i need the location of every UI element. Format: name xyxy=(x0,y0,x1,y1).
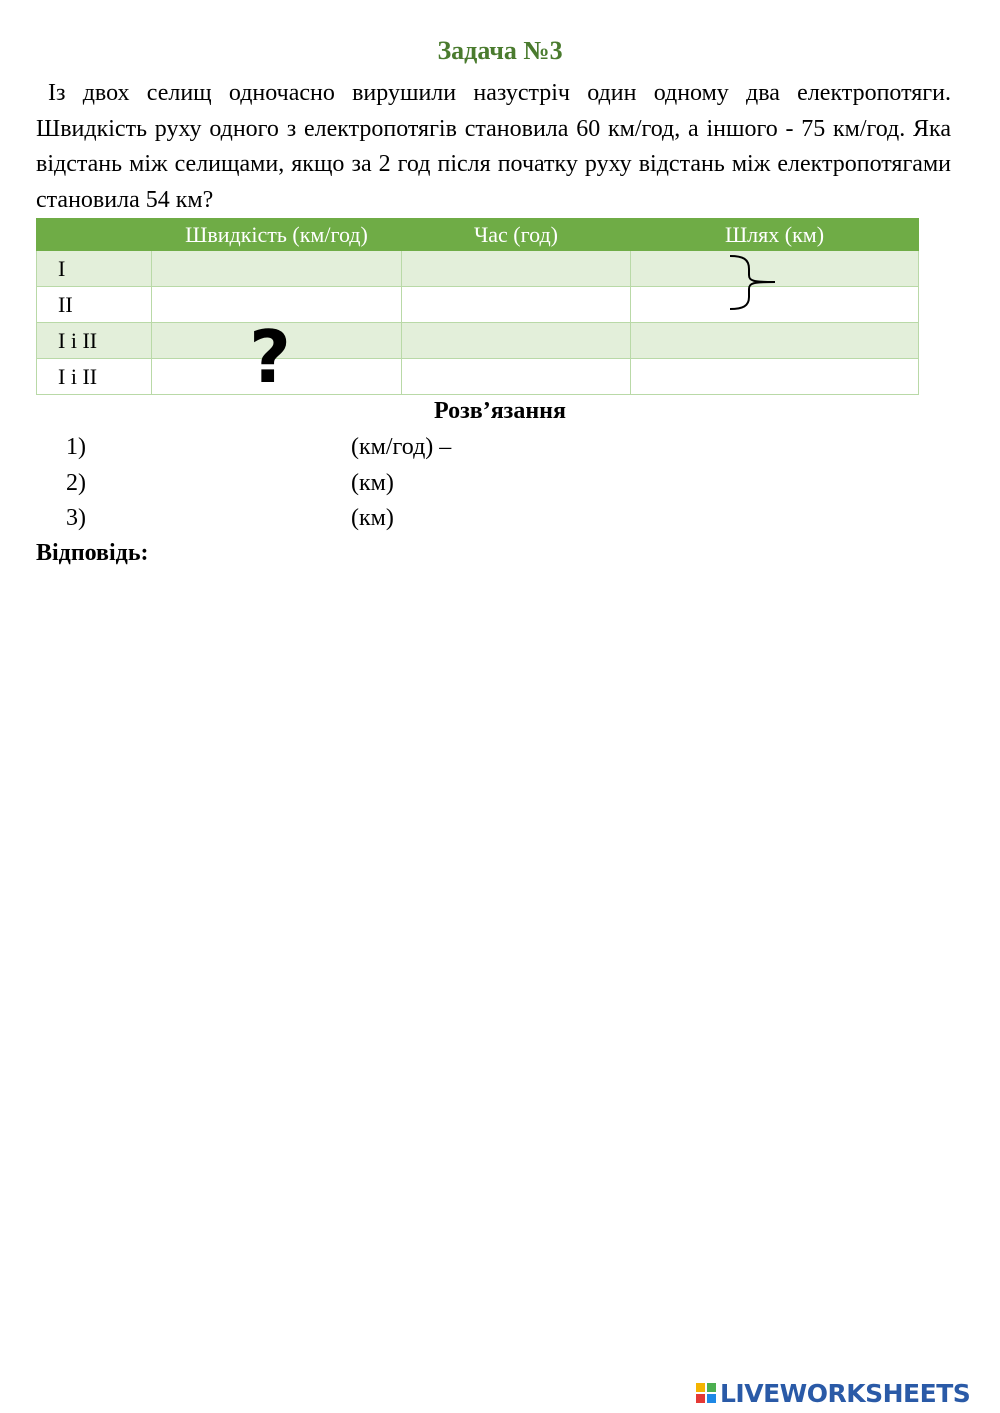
question-mark-text: ? xyxy=(249,325,291,387)
solution-title: Розв’язання xyxy=(434,398,566,424)
step-unit: (км/год) – xyxy=(351,434,452,460)
time-cell[interactable] xyxy=(402,251,631,287)
table-row xyxy=(37,323,919,359)
speed-cell[interactable] xyxy=(152,287,402,323)
header-speed: Швидкість (км/год) xyxy=(152,219,402,251)
data-table xyxy=(36,218,919,395)
step-number: 2) xyxy=(66,470,86,496)
step-unit: (км) xyxy=(351,505,394,531)
table-header-row xyxy=(37,219,919,251)
logo-blocks-icon xyxy=(696,1383,716,1403)
distance-cell[interactable] xyxy=(631,359,919,395)
logo-block xyxy=(707,1394,716,1403)
logo-text: LIVEWORKSHEETS xyxy=(720,1378,971,1408)
liveworksheets-logo xyxy=(696,1378,970,1408)
time-cell[interactable] xyxy=(402,323,631,359)
answer-label: Відповідь: xyxy=(36,540,149,566)
step-number: 3) xyxy=(66,505,86,531)
problem-text: Із двох селищ одночасно вирушили назустріч один одному два електропотяги. Швидкість руху одного з електропотягів становила 60 км/год, а іншого - 75 км/год. Яка відстань між селищами, якщо за 2 год після початку руху відстань між електропотягами становила 54 км? xyxy=(36,80,951,213)
header-distance: Шлях (км) xyxy=(631,219,919,251)
logo-block xyxy=(696,1383,705,1392)
step-unit: (км) xyxy=(351,470,394,496)
question-mark-icon xyxy=(240,325,300,387)
row-label: II xyxy=(37,287,152,323)
logo-block xyxy=(696,1394,705,1403)
table-row xyxy=(37,359,919,395)
logo-block xyxy=(707,1383,716,1392)
distance-cell[interactable] xyxy=(631,323,919,359)
header-cell-empty xyxy=(37,219,152,251)
speed-cell[interactable] xyxy=(152,251,402,287)
step-number: 1) xyxy=(66,434,86,460)
row-label: I і II xyxy=(37,359,152,395)
curly-brace-icon xyxy=(727,253,779,313)
row-label: I і II xyxy=(37,323,152,359)
time-cell[interactable] xyxy=(402,359,631,395)
header-time: Час (год) xyxy=(402,219,631,251)
task-title: Задача №3 xyxy=(437,36,563,65)
table-row xyxy=(37,287,919,323)
row-label: I xyxy=(37,251,152,287)
table-row xyxy=(37,251,919,287)
time-cell[interactable] xyxy=(402,287,631,323)
